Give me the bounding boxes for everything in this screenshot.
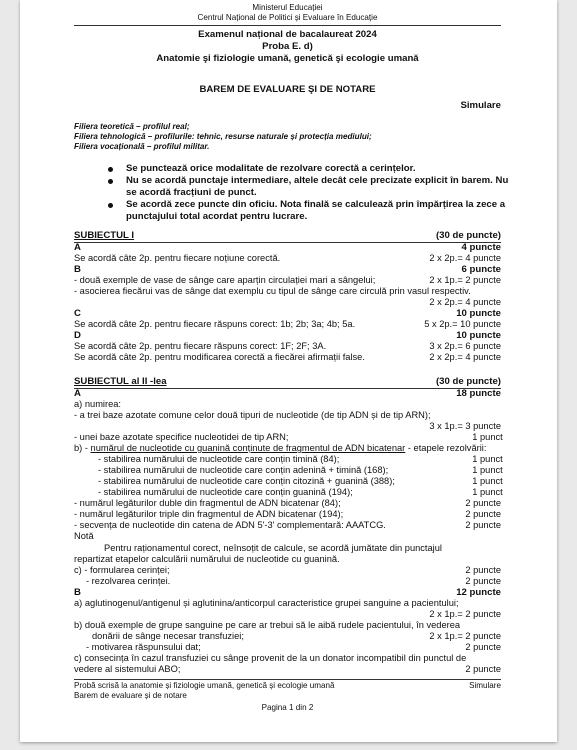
- s1-b-points: 6 puncte: [461, 264, 501, 275]
- ministry-name: Ministerul Educației: [252, 3, 323, 12]
- s2-c-line-2: - rezolvarea cerinței.: [86, 576, 171, 586]
- rule-2-line-1: Nu se acordă punctaje intermediare, altele decât cele precizate explicit în barem. Nu: [126, 175, 509, 186]
- s2-b-step-1-points: 1 punct: [472, 454, 503, 464]
- document-sheet: [20, 0, 557, 742]
- s2-b-b-line-2: donării de sânge necesar transfuziei;: [92, 631, 244, 641]
- s2-note-line-1: Pentru raționamentul corect, neînsoțit de calcule, se acordă jumătate din punctajul: [104, 543, 442, 553]
- rule-3-line-2: punctajului total acordat pentru lucrare.: [126, 211, 308, 222]
- s2-b-step-2: - stabilirea numărului de nucleotide care conțin adenină + timină (168);: [98, 465, 389, 475]
- s2-c-line-1: c) - formularea cerinței;: [74, 565, 170, 575]
- s2-b-c-line-1: c) consecința în cazul transfuziei cu sânge provenit de la un donator incompatibil din punctul de: [74, 653, 467, 663]
- exam-title: Examenul național de bacalaureat 2024: [198, 29, 377, 40]
- s1-d-line-2: Se acordă câte 2p. pentru modificarea corectă a fiecărei afirmații false.: [74, 352, 365, 362]
- s1-a-line: Se acordă câte 2p. pentru fiecare noțiune corectă.: [74, 253, 281, 263]
- s2-total: (30 de puncte): [435, 376, 501, 387]
- s2-b-line-6-points: 2 puncte: [465, 509, 501, 519]
- s2-b-line-5: - numărul legăturilor duble din fragmentul de ADN bicatenar (84);: [74, 498, 341, 508]
- s2-b-c-line-2-points: 2 puncte: [465, 664, 501, 674]
- footer-right-1: Simulare: [469, 681, 501, 690]
- simulare-label: Simulare: [460, 100, 501, 111]
- bullet-icon: [108, 179, 113, 184]
- s2-b-line-5-points: 2 puncte: [465, 498, 501, 508]
- s2-a-points: 18 puncte: [456, 388, 501, 399]
- s2-b-line-7: - secvența de nucleotide din catena de ADN 5'-3' complementară: AAATCG.: [74, 520, 386, 530]
- subject-title: Anatomie şi fiziologie umană, genetică şi ecologie umană: [156, 53, 419, 64]
- footer-left-1: Probă scrisă la anatomie și fiziologie umană, genetică și ecologie umană: [74, 681, 335, 690]
- s2-a-line-1-points: 3 x 1p.= 3 puncte: [429, 421, 501, 431]
- bullet-icon: [108, 203, 113, 208]
- s2-b-step-2-points: 1 punct: [472, 465, 503, 475]
- s2-b-b-line-3: - motivarea răspunsului dat;: [86, 642, 201, 652]
- s2-b-underlined: numărul de nucleotide cu guanină conținute de fragmentul de ADN bicatenar: [90, 443, 406, 453]
- s2-c-line-2-points: 2 puncte: [465, 576, 501, 586]
- page-number: Pagina 1 din 2: [261, 703, 314, 712]
- rule-3-line-1: Se acordă zece puncte din oficiu. Nota finală se calculează prin împărțirea la zece a: [126, 199, 506, 210]
- s2-rule: [74, 388, 501, 389]
- s1-d-points: 10 puncte: [456, 330, 501, 341]
- s1-c-points: 10 puncte: [456, 308, 501, 319]
- rule-1: Se punctează orice modalitate de rezolvare corectă a cerințelor.: [126, 163, 416, 174]
- s1-d-label: D: [74, 330, 81, 341]
- s2-b-label: B: [74, 587, 81, 598]
- s1-b-line-1: - două exemple de vase de sânge care aparțin circulației mari a sângelui;: [74, 275, 376, 285]
- s2-b-intro: b) - numărul de nucleotide cu guanină conținute de fragmentul de ADN bicatenar - etapele rezolvării:: [74, 443, 487, 453]
- proba-label: Proba E. d): [262, 41, 313, 52]
- barem-title: BAREM DE EVALUARE ŞI DE NOTARE: [199, 84, 376, 95]
- s2-a-line-2-points: 1 punct: [472, 432, 503, 442]
- s2-title: SUBIECTUL al II -lea: [74, 376, 167, 387]
- s1-total: (30 de puncte): [435, 230, 501, 241]
- s2-c-line-1-points: 2 puncte: [465, 565, 501, 575]
- s1-b-line-1-points: 2 x 1p.= 2 puncte: [429, 275, 501, 285]
- s1-b-line-2-points: 2 x 2p.= 4 puncte: [429, 297, 501, 307]
- s2-b-a-line: a) aglutinogenul/antigenul și aglutinina/anticorpul caracteristice grupei sanguine a pacientului;: [74, 598, 459, 608]
- s2-b-step-4-points: 1 punct: [472, 487, 503, 497]
- s2-b-line-7-points: 2 puncte: [465, 520, 501, 530]
- s2-note-line-2: repartizat etapelor calculării numărului de nucleotide cu guanină.: [74, 554, 340, 564]
- s2-b-c-line-2: vedere al sistemului ABO;: [74, 664, 181, 674]
- s2-b-step-3: - stabilirea numărului de nucleotide care conțin citozină + guanină (388);: [98, 476, 395, 486]
- s2-b-b-line-3-points: 2 puncte: [465, 642, 501, 652]
- s2-b-a-points: 2 x 1p.= 2 puncte: [429, 609, 501, 619]
- s1-rule: [74, 242, 501, 243]
- s2-b-b-line-1: b) două exemple de grupe sanguine pe care ar trebui să le aibă rudele pacientului, în vederea: [74, 620, 461, 630]
- s1-b-label: B: [74, 264, 81, 275]
- bullet-icon: [108, 167, 113, 172]
- header-rule: [74, 25, 501, 26]
- s1-d-line-2-points: 2 x 2p.= 4 puncte: [429, 352, 501, 362]
- s2-a-line-2: - unei baze azotate specifice nucleotidei de tip ARN;: [74, 432, 289, 442]
- center-name: Centrul Național de Politici și Evaluare în Educație: [197, 13, 378, 22]
- s1-b-line-2: - asocierea fiecărui vas de sânge dat exemplu cu tipul de sânge care circulă prin vasul respectiv.: [74, 286, 471, 296]
- s2-b-step-3-points: 1 punct: [472, 476, 503, 486]
- s2-b-step-4: - stabilirea numărului de nucleotide care conțin guanină (194);: [98, 487, 353, 497]
- s2-a-label: A: [74, 388, 81, 399]
- s2-a-intro: a) numirea:: [74, 399, 122, 409]
- s2-b-b-line-2-points: 2 x 1p.= 2 puncte: [429, 631, 501, 641]
- s1-c-label: C: [74, 308, 81, 319]
- footer-left-2: Barem de evaluare și de notare: [74, 691, 187, 700]
- s2-b-step-1: - stabilirea numărului de nucleotide care conțin timină (84);: [98, 454, 340, 464]
- s1-c-line: Se acordă câte 2p. pentru fiecare răspuns corect: 1b; 2b; 3a; 4b; 5a.: [74, 319, 356, 329]
- s1-a-points: 4 puncte: [461, 242, 501, 253]
- filiera-vocationala: Filiera vocațională – profilul militar.: [74, 142, 210, 151]
- s2-b-line-6: - numărul legăturilor triple din fragmentul de ADN bicatenar (194);: [74, 509, 344, 519]
- s1-d-line-1-points: 3 x 2p.= 6 puncte: [429, 341, 501, 351]
- s1-a-label: A: [74, 242, 81, 253]
- s1-a-line-points: 2 x 2p.= 4 puncte: [429, 253, 501, 263]
- filiera-teoretica: Filiera teoretică – profilul real;: [74, 122, 190, 131]
- rule-2-line-2: se acordă fracțiuni de punct.: [126, 187, 257, 198]
- s1-c-line-points: 5 x 2p.= 10 puncte: [424, 319, 501, 329]
- s1-title: SUBIECTUL I: [74, 230, 135, 241]
- filiera-tehnologica: Filiera tehnologică – profilurile: tehnic, resurse naturale și protecția mediului;: [74, 132, 372, 141]
- s2-note-label: Notă: [74, 531, 94, 541]
- s1-d-line-1: Se acordă câte 2p. pentru fiecare răspuns corect: 1F; 2F; 3A.: [74, 341, 327, 351]
- footer-rule: [74, 679, 501, 680]
- s2-a-line-1: - a trei baze azotate comune celor două tipuri de nucleotide (de tip ADN și de tip ARN);: [74, 410, 431, 420]
- s2-b-points: 12 puncte: [456, 587, 501, 598]
